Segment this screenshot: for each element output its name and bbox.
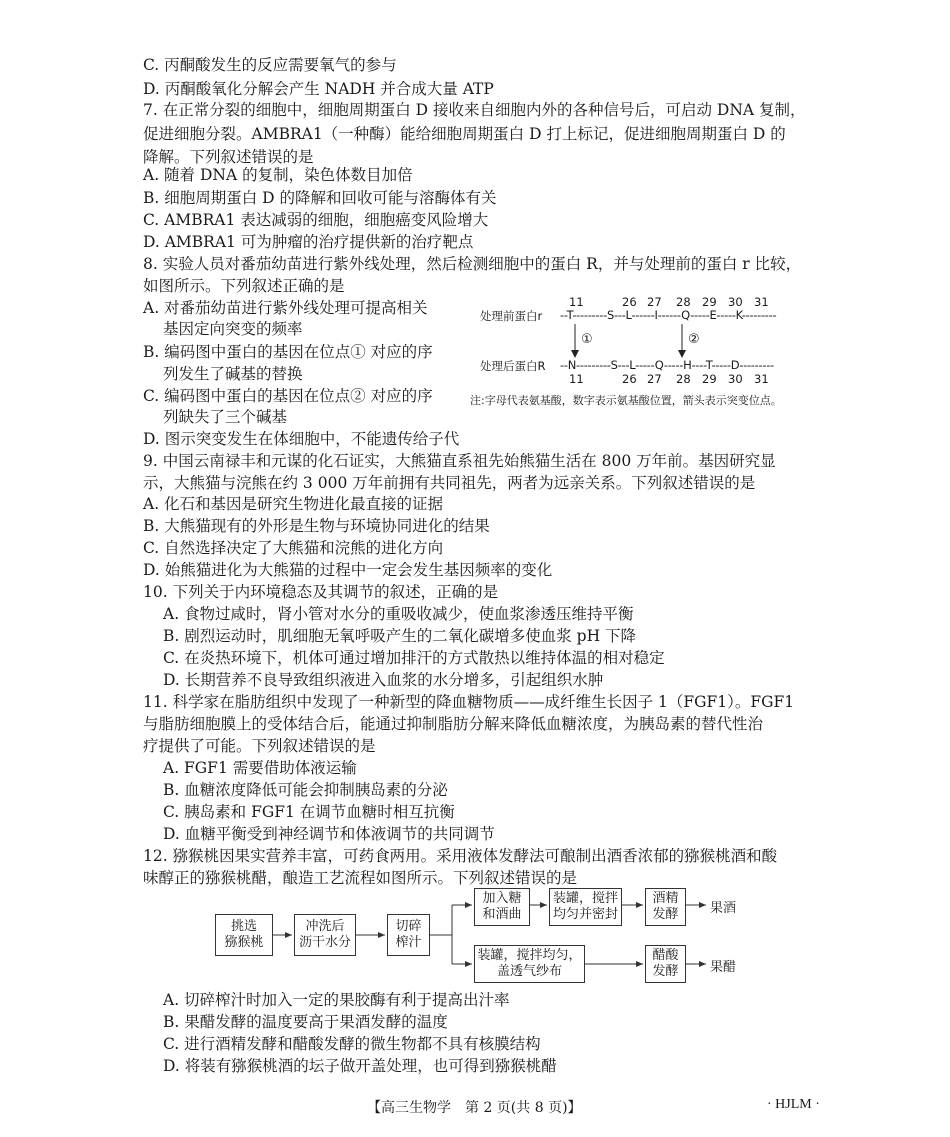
q11-option-b: B. 血糖浓度降低可能会抑制胰岛素的分泌 (163, 781, 448, 799)
q10-stem: 10. 下列关于内环境稳态及其调节的叙述，正确的是 (143, 583, 499, 601)
q7-option-a: A. 随着 DNA 的复制，染色体数目加倍 (143, 166, 413, 184)
sequence-after: --N---------S---L-----Q-----H----T-----D--------- (560, 358, 774, 372)
pos-top-27: 27 (647, 295, 662, 309)
q10-option-c: C. 在炎热环境下，机体可通过增加排汗的方式散热以维持体温的相对稳定 (163, 649, 665, 667)
q11-stem-2: 与脂肪细胞膜上的受体结合后，能通过抑制脂肪分解来降低血糖浓度，为胰岛素的替代性治 (143, 715, 764, 733)
footer-code: · HJLM · (767, 1097, 820, 1112)
q12-option-d: D. 将装有猕猴桃酒的坛子做开盖处理，也可得到猕猴桃醋 (163, 1057, 557, 1075)
q8-option-a-2: 基因定向突变的频率 (163, 320, 303, 338)
q8-option-c-2: 列缺失了三个碱基 (163, 408, 288, 426)
q9-option-a: A. 化石和基因是研究生物进化最直接的证据 (143, 495, 444, 513)
flow-text: 均匀并密封 (552, 907, 618, 922)
flow-box-wash-drain (294, 914, 356, 956)
pos-bottom-30: 30 (728, 372, 743, 386)
flow-text: 冲洗后 (305, 919, 345, 934)
q8-stem-1: 8. 实验人员对番茄幼苗进行紫外线处理，然后检测细胞中的蛋白 R，并与处理前的蛋白 r 比较， (143, 255, 802, 273)
page-footer: 【高三生物学 第 2 页(共 8 页)】 (367, 1100, 582, 1116)
pos-bottom-28: 28 (676, 372, 691, 386)
q12-option-a: A. 切碎榨汁时加入一定的果胶酶有利于提高出汁率 (163, 991, 510, 1009)
q7-option-c: C. AMBRA1 表达减弱的细胞，细胞癌变风险增大 (143, 211, 489, 229)
label-before: 处理前蛋白r (480, 309, 543, 323)
q11-stem-1: 11. 科学家在脂肪组织中发现了一种新型的降血糖物质——成纤维生长因子 1（FGF1）。FGF1 (143, 693, 795, 711)
flow-output-vinegar: 果醋 (710, 960, 737, 975)
flow-text: 发酵 (652, 907, 679, 922)
flow-box-chop-juice (387, 914, 430, 956)
q8-option-b-2: 列发生了碱基的替换 (163, 365, 303, 383)
flow-text: 和酒曲 (482, 907, 522, 922)
q9-option-d: D. 始熊猫进化为大熊猫的过程中一定会发生基因频率的变化 (143, 561, 553, 579)
flow-text: 发酵 (652, 964, 679, 979)
q9-option-b: B. 大熊猫现有的外形是生物与环境协同进化的结果 (143, 517, 490, 535)
pos-bottom-11: 11 (569, 372, 584, 386)
pos-bottom-26: 26 (622, 372, 637, 386)
pos-bottom-29: 29 (702, 372, 717, 386)
q7-option-b: B. 细胞周期蛋白 D 的降解和回收可能与溶酶体有关 (143, 189, 497, 207)
pos-top-29: 29 (702, 295, 717, 309)
label-after: 处理后蛋白R (480, 359, 546, 373)
marker-2: ② (688, 332, 700, 347)
q10-option-d: D. 长期营养不良导致组织液进入血浆的水分增多，引起组织水肿 (163, 671, 604, 689)
option-c-prev: C. 丙酮酸发生的反应需要氧气的参与 (143, 56, 397, 74)
q8-option-c-1: C. 编码图中蛋白的基因在位点② 对应的序 (143, 387, 433, 405)
flow-box-seal-jar (549, 888, 622, 926)
pos-top-26: 26 (622, 295, 637, 309)
q9-stem-2: 示，大熊猫与浣熊在约 3 000 万年前拥有共同祖先，两者为远亲关系。下列叙述错误的是 (143, 474, 756, 492)
q7-stem-3: 降解。下列叙述错误的是 (143, 148, 314, 166)
sequence-before: --T---------S---L------I------Q-----E-----K--------- (560, 308, 777, 322)
flow-text: 醋酸 (652, 948, 679, 963)
q12-stem-1: 12. 猕猴桃因果实营养丰富，可药食两用。采用液体发酵法可酿制出酒香浓郁的猕猴桃酒和酸 (143, 847, 778, 865)
pos-bottom-27: 27 (647, 372, 662, 386)
q11-stem-3: 疗提供了可能。下列叙述错误的是 (143, 737, 376, 755)
q11-option-c: C. 胰岛素和 FGF1 在调节血糖时相互抗衡 (163, 803, 455, 821)
q9-stem-1: 9. 中国云南禄丰和元谋的化石证实，大熊猫直系祖先始熊猫生活在 800 万年前。基因研究显 (143, 452, 776, 470)
flow-box-select-kiwi (215, 914, 273, 956)
flow-text: 装罐，搅拌 (552, 891, 618, 906)
flow-box-acetic-ferment (645, 945, 686, 983)
q7-stem-1: 7. 在正常分裂的细胞中，细胞周期蛋白 D 接收来自细胞内外的各种信号后，可启动 DNA 复制， (143, 101, 806, 119)
flow-output-wine: 果酒 (710, 901, 737, 916)
flow-text: 盖透气纱布 (496, 964, 562, 979)
flow-box-add-sugar-yeast (474, 888, 530, 926)
q10-option-b: B. 剧烈运动时，肌细胞无氧呼吸产生的二氧化碳增多使血浆 pH 下降 (163, 627, 637, 645)
pos-top-31: 31 (754, 295, 769, 309)
option-d-prev: D. 丙酮酸氧化分解会产生 NADH 并合成大量 ATP (143, 80, 494, 98)
q7-option-d: D. AMBRA1 可为肿瘤的治疗提供新的治疗靶点 (143, 233, 474, 251)
flow-box-alcohol-ferment (645, 888, 686, 926)
flow-text: 切碎 (395, 919, 422, 934)
pos-bottom-31: 31 (754, 372, 769, 386)
q8-stem-2: 如图所示。下列叙述正确的是 (143, 277, 345, 295)
flow-text: 装罐，搅拌均匀， (477, 948, 582, 963)
q8-option-d: D. 图示突变发生在体细胞中，不能遗传给子代 (143, 430, 460, 448)
q7-stem-2: 促进细胞分裂。AMBRA1（一种酶）能给细胞周期蛋白 D 打上标记，促进细胞周期蛋白 D 的 (143, 125, 786, 143)
pos-top-28: 28 (676, 295, 691, 309)
marker-1: ① (581, 332, 593, 347)
q12-option-c: C. 进行酒精发酵和醋酸发酵的微生物都不具有核膜结构 (163, 1035, 541, 1053)
flow-text: 加入糖 (482, 891, 522, 906)
q11-option-d: D. 血糖平衡受到神经调节和体液调节的共同调节 (163, 825, 495, 843)
figure-note: 注:字母代表氨基酸，数字表示氨基酸位置，箭头表示突变位点。 (470, 394, 782, 407)
flow-box-gauze-jar (474, 945, 585, 983)
flow-text: 猕猴桃 (224, 935, 264, 950)
flow-text: 酒精 (652, 891, 679, 906)
q12-option-b: B. 果醋发酵的温度要高于果酒发酵的温度 (163, 1013, 448, 1031)
q9-option-c: C. 自然选择决定了大熊猫和浣熊的进化方向 (143, 539, 444, 557)
q12-stem-2: 味醇正的猕猴桃醋，酿造工艺流程如图所示。下列叙述错误的是 (143, 869, 578, 887)
pos-top-11: 11 (569, 295, 584, 309)
flow-text: 挑选 (230, 919, 257, 934)
q11-option-a: A. FGF1 需要借助体液运输 (163, 759, 357, 777)
flow-text: 榨汁 (395, 935, 422, 950)
q8-option-b-1: B. 编码图中蛋白的基因在位点① 对应的序 (143, 343, 433, 361)
q10-option-a: A. 食物过咸时，肾小管对水分的重吸收减少，使血浆渗透压维持平衡 (163, 605, 634, 623)
pos-top-30: 30 (728, 295, 743, 309)
q8-option-a-1: A. 对番茄幼苗进行紫外线处理可提高相关 (143, 299, 428, 317)
flow-text: 沥干水分 (298, 935, 351, 950)
